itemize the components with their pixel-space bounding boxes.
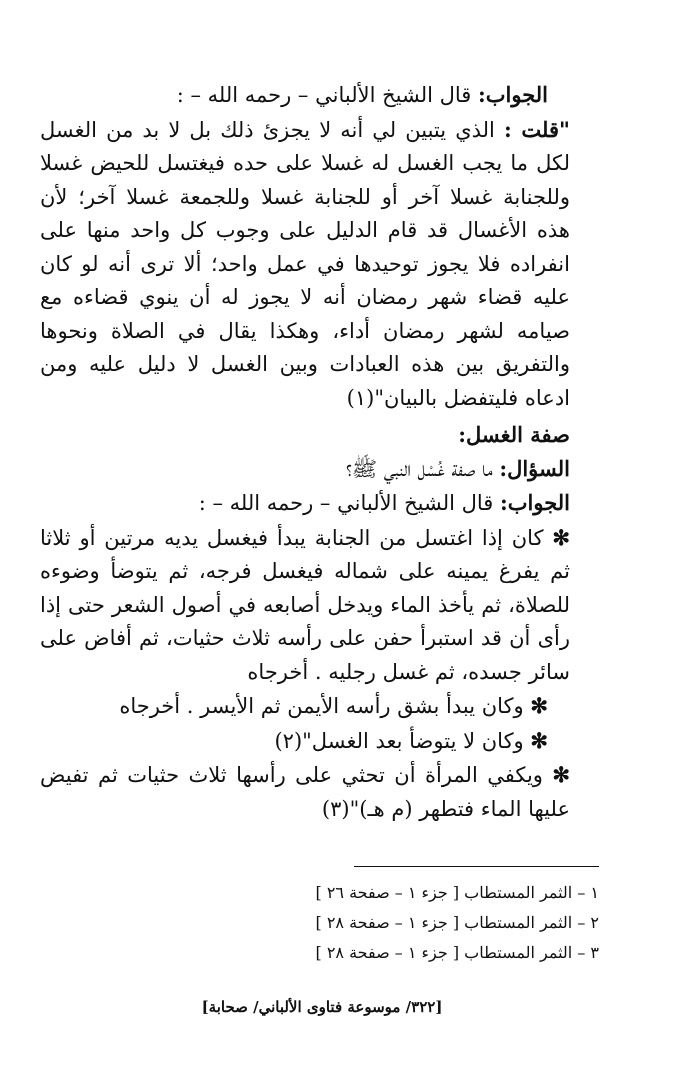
quote-paragraph <box>40 113 570 416</box>
question-label: السؤال: <box>499 455 570 481</box>
page-footer: [٣٢٢/ موسوعة فتاوى الألباني/ صحابة] <box>201 998 443 1016</box>
answer-label: الجواب: <box>500 490 570 515</box>
question-line <box>40 452 570 487</box>
asterisk-icon: ✻ <box>530 693 548 718</box>
bullet-paragraph <box>40 521 570 690</box>
answer-line-2 <box>40 486 570 521</box>
asterisk-icon: ✻ <box>552 762 570 787</box>
footnote-item: ٢ – الثمر المستطاب [ جزء ١ – صفحة ٢٨ ] <box>315 913 599 932</box>
asterisk-icon: ✻ <box>530 727 548 753</box>
answer-text: قال الشيخ الألباني – رحمه الله – : <box>176 83 472 107</box>
bullet-text: وكان يبدأ بشق رأسه الأيمن ثم الأيسر . أخرجاه <box>119 694 524 718</box>
answer-line-1 <box>40 78 570 113</box>
footnotes <box>260 878 599 968</box>
footnote-item: ١ – الثمر المستطاب [ جزء ١ – صفحة ٢٦ ] <box>315 883 599 902</box>
section-heading: صفة الغسل: <box>458 422 570 447</box>
bullet-text: وكان لا يتوضأ بعد الغسل"(٢) <box>274 728 524 753</box>
bullet-text: كان إذا اغتسل من الجنابة يبدأ فيغسل يديه مرتين أو ثلاثا ثم يفرغ يمينه على شماله فيغسل فرجه، ثم يتوضأ وضوءه للصلاة، ثم يأخذ الماء ويدخل أصابعه في أصول الشعر حتى إذا رأى أن قد استبرأ حفن على رأسه ثلاث حثيات، ثم أفاض على سائر جسده، ثم غسل رجليه . أخرجاه <box>40 525 570 684</box>
quote-label: "قلت : <box>503 116 570 142</box>
bullet-text: ويكفي المرأة أن تحثي على رأسها ثلاث حثيات ثم تفيض عليها الماء فتطهر (م هـ)"(٣) <box>40 763 570 821</box>
bullet-paragraph <box>40 758 570 826</box>
question-text: ما صفة غُسْل النبي ﷺ؟ <box>345 456 493 481</box>
footnote-divider <box>354 866 599 867</box>
bullet-paragraph <box>40 689 570 724</box>
asterisk-icon: ✻ <box>552 524 570 550</box>
answer-text: قال الشيخ الألباني – رحمه الله – : <box>198 491 494 515</box>
main-text <box>40 78 570 826</box>
answer-label: الجواب: <box>478 82 548 107</box>
footnote-item: ٣ – الثمر المستطاب [ جزء ١ – صفحة ٢٨ ] <box>315 943 599 962</box>
quote-text: الذي يتبين لي أنه لا يجزئ ذلك بل لا بد من الغسل لكل ما يجب الغسل له غسلا على حده فيغتسل للحيض غسلا وللجنابة غسلا آخر أو للجنابة غسلا وللجمعة غسلا آخر؛ لأن هذه الأغسال قد قام الدليل على وجوب كل واحد منها على انفراده فلا يجوز توحيدها في عمل واحد؛ ألا ترى أنه لو كان عليه قضاء شهر رمضان أنه لا يجوز له أن ينوي قضاءه مع صيامه لشهر رمضان أداء، وهكذا يقال في الصلاة ونحوها والتفريق بين هذه العبادات وبين الغسل لا دليل عليه ومن ادعاه فليتفضل بالبيان"(١) <box>40 117 570 410</box>
bullet-paragraph <box>40 724 570 759</box>
